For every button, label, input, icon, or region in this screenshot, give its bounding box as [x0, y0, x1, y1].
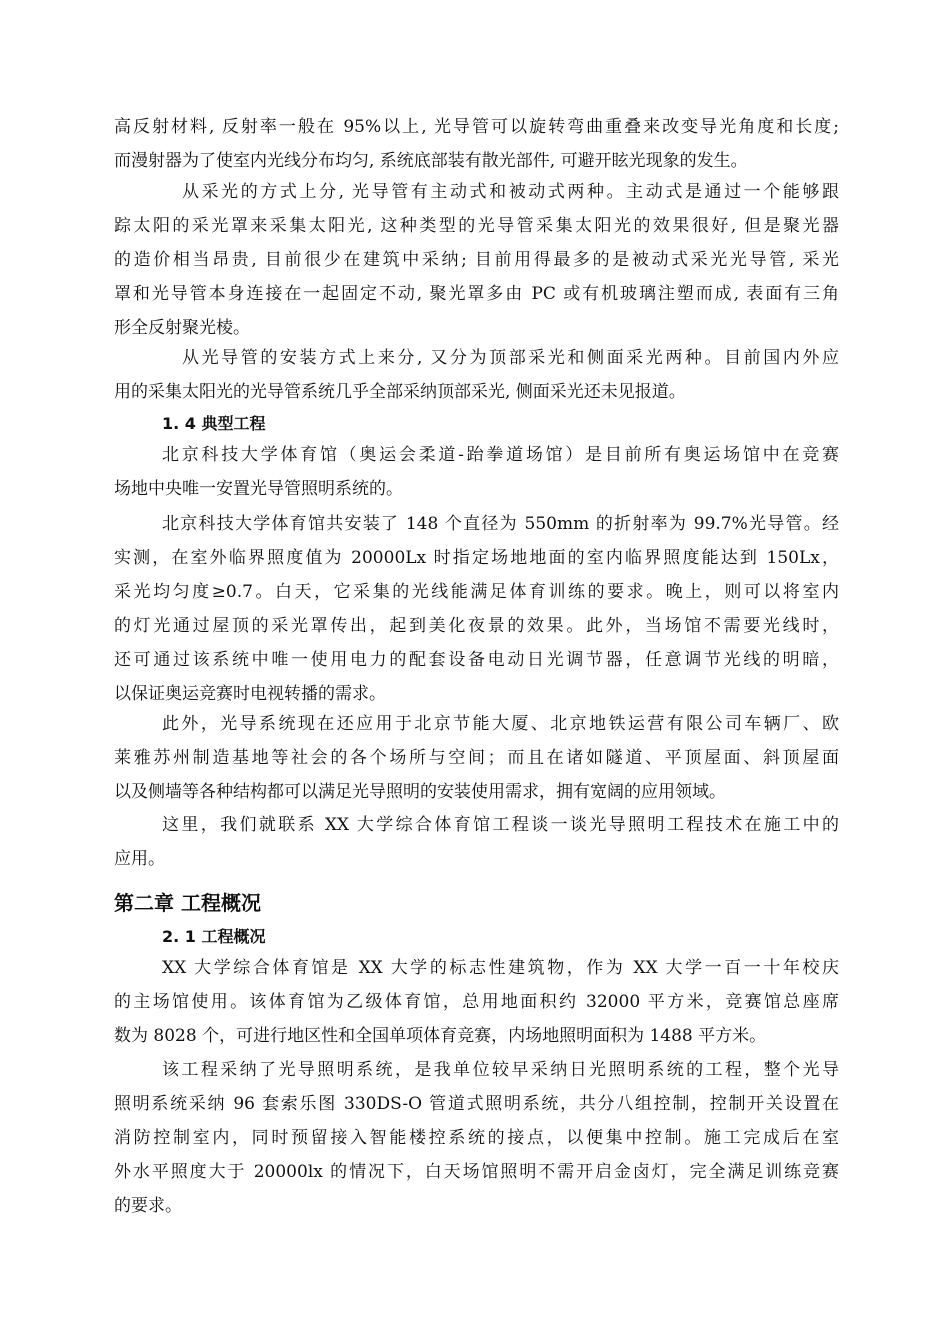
text-line: 用的采集太阳光的光导管系统几乎全部采纳顶部采光, 侧面采光还未见报道。	[114, 382, 686, 402]
text-line: 而漫射器为了使室内光线分布均匀, 系统底部装有散光部件, 可避开眩光现象的发生。	[114, 151, 748, 171]
text-line: 实测，在室外临界照度值为 20000Lx 时指定场地地面的室内临界照度能达到 150Lx，	[114, 548, 839, 568]
text-line: 罩和光导管本身连接在一起固定不动, 聚光罩多由 PC 或有机玻璃注塑而成, 表面有三角	[114, 284, 839, 304]
text-line: 数为 8028 个，可进行地区性和全国单项体育竞赛，内场地照明面积为 1488 平方米。	[114, 1026, 767, 1046]
text-line: 还可通过该系统中唯一使用电力的配套设备电动日光调节器，任意调节光线的明暗，	[114, 650, 839, 670]
text-line: 的要求。	[114, 1196, 182, 1216]
text-line: 此外，光导系统现在还应用于北京节能大厦、北京地铁运营有限公司车辆厂、欧	[162, 714, 839, 734]
text-line: 从采光的方式上分, 光导管有主动式和被动式两种。主动式是通过一个能够跟	[182, 182, 839, 202]
paragraph-intro-project	[114, 808, 839, 876]
paragraph-other-applications	[114, 707, 839, 809]
text-line: 该工程采纳了光导照明系统，是我单位较早采纳日光照明系统的工程，整个光导	[162, 1060, 839, 1080]
paragraph-installation-method	[114, 341, 839, 409]
text-line: 外水平照度大于 20000lx 的情况下，白天场馆照明不需开启金卤灯，完全满足训练竞赛	[114, 1162, 839, 1182]
text-line: 采光均匀度≥0.7。白天，它采集的光线能满足体育训练的要求。晚上，则可以将室内	[114, 582, 839, 602]
text-line: 的灯光通过屋顶的采光罩传出，起到美化夜景的效果。此外，当场馆不需要光线时，	[114, 616, 839, 636]
paragraph-ustb-gym	[114, 438, 839, 506]
text-line: 北京科技大学体育馆（奥运会柔道-跆拳道场馆）是目前所有奥运场馆中在竞赛	[162, 445, 839, 465]
paragraph-project-overview	[114, 951, 839, 1053]
text-line: 踪太阳的采光罩来采集太阳光, 这种类型的光导管采集太阳光的效果很好, 但是聚光器	[114, 216, 839, 236]
text-line: 的主场馆使用。该体育馆为乙级体育馆，总用地面积约 32000 平方米，竞赛馆总座席	[114, 992, 839, 1012]
text-line: 高反射材料, 反射率一般在 95%以上, 光导管可以旋转弯曲重叠来改变导光角度和长度;	[114, 117, 839, 137]
text-line: 消防控制室内，同时预留接入智能楼控系统的接点，以便集中控制。施工完成后在室	[114, 1128, 839, 1148]
text-line: 场地中央唯一安置光导管照明系统的。	[114, 479, 403, 499]
text-line: 的造价相当昂贵, 目前很少在建筑中采纳; 目前用得最多的是被动式采光光导管, 采光	[114, 250, 839, 270]
text-line: 应用。	[114, 849, 165, 869]
text-line: XX 大学综合体育馆是 XX 大学的标志性建筑物，作为 XX 大学一百一十年校庆	[162, 958, 839, 978]
paragraph-reflector	[114, 110, 839, 178]
text-line: 以保证奥运竞赛时电视转播的需求。	[114, 684, 386, 704]
text-line: 从光导管的安装方式上来分, 又分为顶部采光和侧面采光两种。目前国内外应	[182, 348, 839, 368]
chapter-heading-2: 第二章 工程概况	[114, 891, 261, 915]
text-line: 形全反射聚光棱。	[114, 318, 250, 338]
text-line: 莱雅苏州制造基地等社会的各个场所与空间；而且在诸如隧道、平顶屋面、斜顶屋面	[114, 748, 839, 768]
text-line: 北京科技大学体育馆共安装了 148 个直径为 550mm 的折射率为 99.7%光导管。经	[162, 514, 839, 534]
text-line: 以及侧墙等各种结构都可以满足光导照明的安装使用需求，拥有宽阔的应用领域。	[114, 782, 726, 802]
paragraph-lighting-system	[114, 1053, 839, 1223]
paragraph-ustb-installation	[114, 507, 839, 711]
section-heading-2-1: 2. 1 工程概况	[162, 927, 266, 946]
text-line: 照明系统采纳 96 套索乐图 330DS-O 管道式照明系统，共分八组控制，控制开关设置在	[114, 1094, 839, 1114]
text-line: 这里，我们就联系 XX 大学综合体育馆工程谈一谈光导照明工程技术在施工中的	[162, 815, 839, 835]
paragraph-collection-method	[114, 175, 839, 345]
section-heading-1-4: 1. 4 典型工程	[162, 414, 266, 433]
